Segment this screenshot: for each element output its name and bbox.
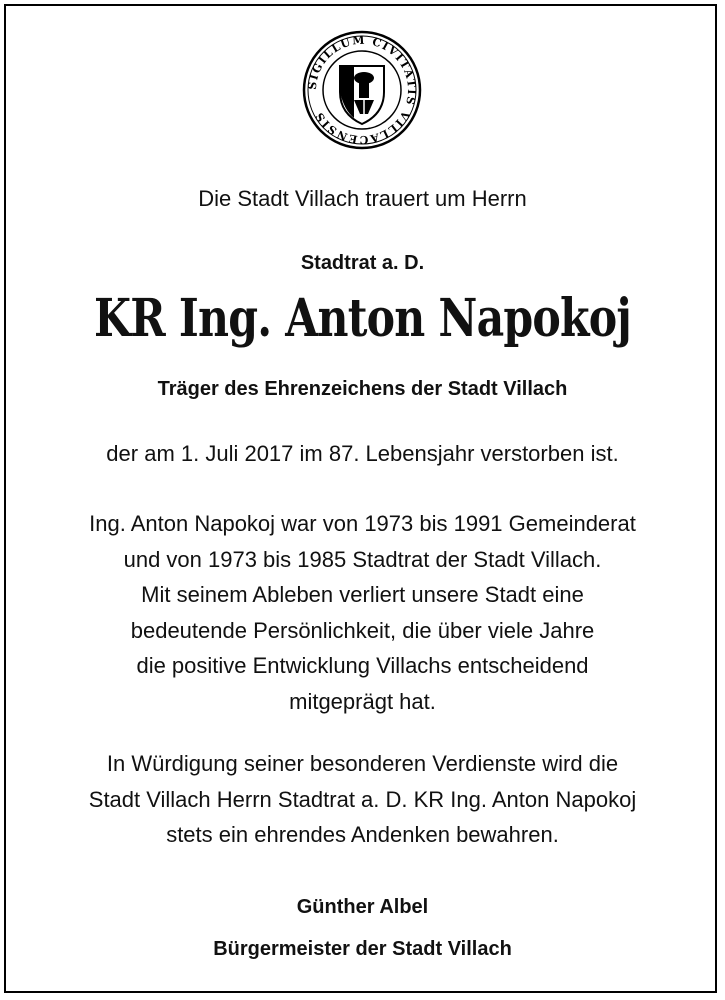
signatory-name: Günther Albel — [296, 896, 429, 918]
seal-inscription: SIGILLUM CIVITATIS VILLACENSIS — [305, 33, 419, 147]
paragraph-line: In Würdigung seiner besonderen Verdienste wird die — [106, 751, 619, 776]
honor-text: Träger des Ehrenzeichens der Stadt Villach — [157, 378, 568, 400]
paragraph-line: mitgeprägt hat. — [289, 688, 436, 714]
death-date-text: der am 1. Juli 2017 im 87. Lebensjahr verstorben ist. — [106, 441, 619, 466]
paragraph-line: stets ein ehrendes Andenken bewahren. — [166, 822, 559, 847]
paragraph-line: und von 1973 bis 1985 Stadtrat der Stadt Villach. — [123, 546, 602, 572]
deceased-name: KR Ing. Anton Napokoj — [94, 288, 631, 349]
city-seal-icon — [302, 30, 422, 150]
tribute-paragraph — [0, 506, 725, 719]
paragraph-line: Ing. Anton Napokoj war von 1973 bis 1991 Gemeinderat — [89, 511, 636, 536]
paragraph-line: die positive Entwicklung Villachs entscheidend — [136, 653, 589, 678]
signatory-title: Bürgermeister der Stadt Villach — [213, 938, 512, 960]
paragraph-line: Stadt Villach Herrn Stadtrat a. D. KR Ing. Anton Napokoj — [88, 786, 637, 812]
paragraph-line: bedeutende Persönlichkeit, die über viele Jahre — [130, 617, 595, 643]
intro-text: Die Stadt Villach trauert um Herrn — [198, 186, 527, 211]
paragraph-line: Mit seinem Ableben verliert unsere Stadt eine — [141, 582, 584, 607]
deceased-position: Stadtrat a. D. — [300, 252, 425, 274]
remembrance-paragraph — [0, 746, 725, 853]
